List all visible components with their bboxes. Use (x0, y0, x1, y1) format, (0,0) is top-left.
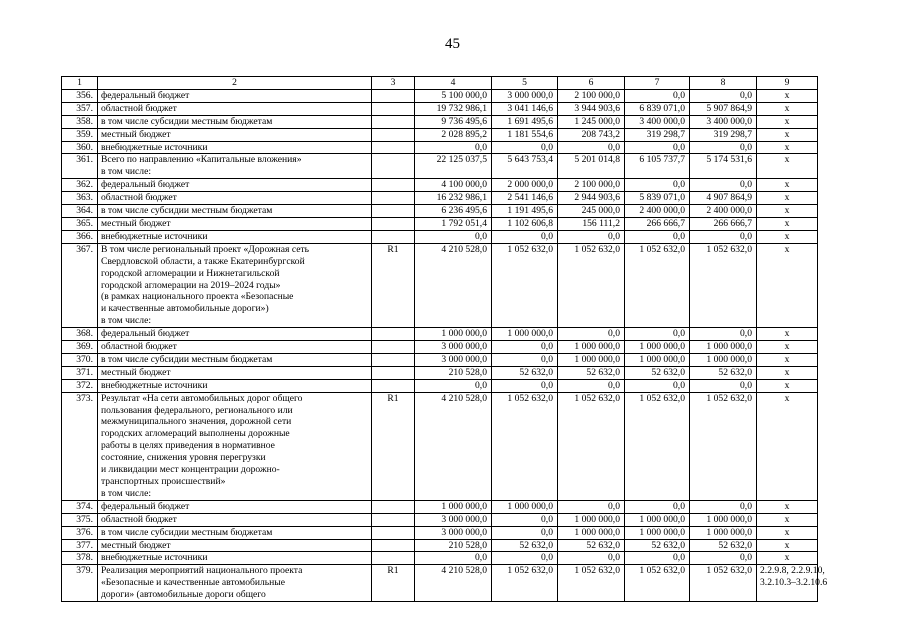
year-2022-cell: 6 839 071,0 (625, 102, 690, 115)
year-2022-cell: 0,0 (625, 328, 690, 341)
year-2020-cell: 52 632,0 (492, 539, 558, 552)
row-number-cell: 371. (62, 366, 98, 379)
year-2023-cell: 0,0 (690, 379, 757, 392)
year-2023-cell: 1 000 000,0 (690, 353, 757, 366)
table-row (62, 154, 818, 179)
total-cell: 4 210 528,0 (415, 392, 492, 500)
reference-cell: x (757, 539, 818, 552)
column-header: 1 (62, 77, 98, 90)
row-number-cell: 364. (62, 205, 98, 218)
reference-cell: x (757, 392, 818, 500)
item-name-cell: федеральный бюджет (98, 328, 372, 341)
row-number-cell: 365. (62, 217, 98, 230)
reference-cell: x (757, 217, 818, 230)
item-name-cell: внебюджетные источники (98, 379, 372, 392)
year-2022-cell: 5 839 071,0 (625, 192, 690, 205)
year-2023-cell: 0,0 (690, 230, 757, 243)
table-row (62, 513, 818, 526)
table-row (62, 366, 818, 379)
code-cell (372, 513, 415, 526)
year-2023-cell: 52 632,0 (690, 366, 757, 379)
total-cell: 3 000 000,0 (415, 353, 492, 366)
row-number-cell: 370. (62, 353, 98, 366)
table-row (62, 552, 818, 565)
item-name-cell: местный бюджет (98, 217, 372, 230)
year-2021-cell: 2 100 000,0 (558, 89, 625, 102)
year-2022-cell: 1 052 632,0 (625, 565, 690, 602)
item-name-cell: внебюджетные источники (98, 230, 372, 243)
item-name-cell: в том числе субсидии местным бюджетам (98, 353, 372, 366)
row-number-cell: 379. (62, 565, 98, 602)
item-name-cell: местный бюджет (98, 366, 372, 379)
year-2022-cell: 266 666,7 (625, 217, 690, 230)
reference-cell: x (757, 243, 818, 327)
year-2021-cell: 208 743,2 (558, 128, 625, 141)
total-cell: 16 232 986,1 (415, 192, 492, 205)
year-2021-cell: 0,0 (558, 230, 625, 243)
table-row (62, 192, 818, 205)
row-number-cell: 360. (62, 141, 98, 154)
year-2021-cell: 0,0 (558, 500, 625, 513)
total-cell: 2 028 895,2 (415, 128, 492, 141)
code-cell (372, 366, 415, 379)
reference-cell: x (757, 513, 818, 526)
reference-cell: x (757, 341, 818, 354)
year-2020-cell: 1 052 632,0 (492, 243, 558, 327)
reference-cell: x (757, 500, 818, 513)
year-2020-cell: 2 000 000,0 (492, 179, 558, 192)
year-2022-cell: 0,0 (625, 552, 690, 565)
table-row (62, 115, 818, 128)
item-name-cell: областной бюджет (98, 192, 372, 205)
code-cell (372, 102, 415, 115)
code-cell (372, 154, 415, 179)
year-2021-cell: 52 632,0 (558, 366, 625, 379)
total-cell: 3 000 000,0 (415, 526, 492, 539)
year-2020-cell: 52 632,0 (492, 366, 558, 379)
year-2021-cell: 5 201 014,8 (558, 154, 625, 179)
year-2022-cell: 1 000 000,0 (625, 513, 690, 526)
item-name-cell: областной бюджет (98, 102, 372, 115)
code-cell (372, 552, 415, 565)
column-header: 4 (415, 77, 492, 90)
total-cell: 0,0 (415, 230, 492, 243)
total-cell: 4 210 528,0 (415, 565, 492, 602)
item-name-cell: федеральный бюджет (98, 89, 372, 102)
year-2021-cell: 1 000 000,0 (558, 526, 625, 539)
total-cell: 210 528,0 (415, 366, 492, 379)
year-2020-cell: 3 041 146,6 (492, 102, 558, 115)
table-row (62, 392, 818, 500)
item-name-cell: местный бюджет (98, 539, 372, 552)
total-cell: 9 736 495,6 (415, 115, 492, 128)
year-2021-cell: 1 245 000,0 (558, 115, 625, 128)
year-2023-cell: 1 052 632,0 (690, 243, 757, 327)
year-2022-cell: 0,0 (625, 379, 690, 392)
table-row (62, 500, 818, 513)
year-2023-cell: 5 174 531,6 (690, 154, 757, 179)
year-2021-cell: 1 052 632,0 (558, 565, 625, 602)
year-2023-cell: 52 632,0 (690, 539, 757, 552)
year-2022-cell: 52 632,0 (625, 539, 690, 552)
year-2020-cell: 2 541 146,6 (492, 192, 558, 205)
year-2023-cell: 0,0 (690, 500, 757, 513)
reference-cell: x (757, 328, 818, 341)
total-cell: 1 792 051,4 (415, 217, 492, 230)
table-row (62, 341, 818, 354)
row-number-cell: 378. (62, 552, 98, 565)
total-cell: 5 100 000,0 (415, 89, 492, 102)
total-cell: 0,0 (415, 379, 492, 392)
year-2023-cell: 3 400 000,0 (690, 115, 757, 128)
year-2020-cell: 0,0 (492, 526, 558, 539)
row-number-cell: 359. (62, 128, 98, 141)
row-number-cell: 377. (62, 539, 98, 552)
year-2022-cell: 0,0 (625, 500, 690, 513)
reference-cell: x (757, 141, 818, 154)
reference-cell: x (757, 552, 818, 565)
item-name-cell: Результат «На сети автомобильных дорог общего пользования федерального, регионального или межмуниципального значения, дорожной сети городских агломераций выполнены дорожные работы в целях приведения в нормативное состояние, снижения уровня перегрузки и ликвидации мест концентрации дорожно- транспортных происшествий» в том числе: (98, 392, 372, 500)
reference-cell: x (757, 379, 818, 392)
code-cell (372, 179, 415, 192)
budget-table (61, 76, 828, 602)
table-row (62, 128, 818, 141)
year-2020-cell: 1 052 632,0 (492, 565, 558, 602)
item-name-cell: В том числе региональный проект «Дорожная сеть Свердловской области, а также Екатеринбургской городской агломерации и Нижнетагильской городской агломерации на 2019–2024 годы» (в рамках национального проекта «Безопасные и качественные автомобильные дороги») в том числе: (98, 243, 372, 327)
code-cell: R1 (372, 565, 415, 602)
year-2022-cell: 6 105 737,7 (625, 154, 690, 179)
year-2020-cell: 1 000 000,0 (492, 500, 558, 513)
code-cell (372, 217, 415, 230)
reference-cell: x (757, 154, 818, 179)
year-2020-cell: 1 052 632,0 (492, 392, 558, 500)
year-2021-cell: 52 632,0 (558, 539, 625, 552)
reference-cell: x (757, 128, 818, 141)
year-2022-cell: 1 000 000,0 (625, 353, 690, 366)
total-cell: 1 000 000,0 (415, 500, 492, 513)
year-2023-cell: 5 907 864,9 (690, 102, 757, 115)
year-2022-cell: 52 632,0 (625, 366, 690, 379)
code-cell (372, 526, 415, 539)
year-2020-cell: 0,0 (492, 341, 558, 354)
year-2020-cell: 1 691 495,6 (492, 115, 558, 128)
item-name-cell: в том числе субсидии местным бюджетам (98, 115, 372, 128)
code-cell (372, 328, 415, 341)
row-number-cell: 356. (62, 89, 98, 102)
item-name-cell: Реализация мероприятий национального проекта «Безопасные и качественные автомобильные дороги» (автомобильные дороги общего (98, 565, 372, 602)
total-cell: 3 000 000,0 (415, 513, 492, 526)
year-2020-cell: 0,0 (492, 230, 558, 243)
total-cell: 19 732 986,1 (415, 102, 492, 115)
item-name-cell: областной бюджет (98, 513, 372, 526)
total-cell: 1 000 000,0 (415, 328, 492, 341)
year-2021-cell: 0,0 (558, 141, 625, 154)
page-number: 45 (445, 36, 460, 52)
table-row (62, 526, 818, 539)
code-cell (372, 353, 415, 366)
year-2021-cell: 1 000 000,0 (558, 513, 625, 526)
year-2022-cell: 0,0 (625, 141, 690, 154)
reference-cell: x (757, 526, 818, 539)
code-cell (372, 230, 415, 243)
year-2020-cell: 3 000 000,0 (492, 89, 558, 102)
year-2023-cell: 4 907 864,9 (690, 192, 757, 205)
row-number-cell: 373. (62, 392, 98, 500)
row-number-cell: 376. (62, 526, 98, 539)
year-2023-cell: 0,0 (690, 179, 757, 192)
row-number-cell: 369. (62, 341, 98, 354)
year-2021-cell: 1 052 632,0 (558, 243, 625, 327)
row-number-cell: 367. (62, 243, 98, 327)
year-2022-cell: 319 298,7 (625, 128, 690, 141)
year-2020-cell: 1 000 000,0 (492, 328, 558, 341)
row-number-cell: 374. (62, 500, 98, 513)
year-2023-cell: 1 000 000,0 (690, 526, 757, 539)
table-row (62, 102, 818, 115)
year-2021-cell: 0,0 (558, 552, 625, 565)
item-name-cell: областной бюджет (98, 341, 372, 354)
year-2020-cell: 0,0 (492, 141, 558, 154)
year-2020-cell: 5 643 753,4 (492, 154, 558, 179)
year-2023-cell: 2 400 000,0 (690, 205, 757, 218)
year-2022-cell: 1 000 000,0 (625, 341, 690, 354)
year-2021-cell: 3 944 903,6 (558, 102, 625, 115)
table-row (62, 353, 818, 366)
column-header: 7 (625, 77, 690, 90)
code-cell (372, 89, 415, 102)
table-row (62, 243, 818, 327)
reference-cell: 2.2.9.8, 2.2.9.10, 3.2.10.3–3.2.10.6 (757, 565, 818, 602)
year-2022-cell: 2 400 000,0 (625, 205, 690, 218)
year-2023-cell: 0,0 (690, 552, 757, 565)
reference-cell: x (757, 179, 818, 192)
code-cell (372, 115, 415, 128)
column-header: 6 (558, 77, 625, 90)
row-number-cell: 361. (62, 154, 98, 179)
column-header: 9 (757, 77, 818, 90)
row-number-cell: 366. (62, 230, 98, 243)
code-cell (372, 128, 415, 141)
reference-cell: x (757, 102, 818, 115)
total-cell: 4 210 528,0 (415, 243, 492, 327)
year-2021-cell: 0,0 (558, 379, 625, 392)
year-2021-cell: 156 111,2 (558, 217, 625, 230)
code-cell: R1 (372, 243, 415, 327)
year-2021-cell: 2 944 903,6 (558, 192, 625, 205)
table-row (62, 141, 818, 154)
year-2023-cell: 1 000 000,0 (690, 341, 757, 354)
column-header: 2 (98, 77, 372, 90)
reference-cell: x (757, 230, 818, 243)
row-number-cell: 362. (62, 179, 98, 192)
year-2022-cell: 3 400 000,0 (625, 115, 690, 128)
year-2022-cell: 1 000 000,0 (625, 526, 690, 539)
year-2021-cell: 1 000 000,0 (558, 341, 625, 354)
column-header: 8 (690, 77, 757, 90)
item-name-cell: федеральный бюджет (98, 179, 372, 192)
table-row (62, 539, 818, 552)
year-2021-cell: 1 052 632,0 (558, 392, 625, 500)
row-number-cell: 375. (62, 513, 98, 526)
column-header: 3 (372, 77, 415, 90)
total-cell: 210 528,0 (415, 539, 492, 552)
reference-cell: x (757, 89, 818, 102)
year-2020-cell: 1 191 495,6 (492, 205, 558, 218)
code-cell: R1 (372, 392, 415, 500)
year-2023-cell: 1 000 000,0 (690, 513, 757, 526)
code-cell (372, 341, 415, 354)
total-cell: 22 125 037,5 (415, 154, 492, 179)
year-2020-cell: 1 102 606,8 (492, 217, 558, 230)
year-2021-cell: 2 100 000,0 (558, 179, 625, 192)
item-name-cell: в том числе субсидии местным бюджетам (98, 205, 372, 218)
year-2022-cell: 1 052 632,0 (625, 243, 690, 327)
total-cell: 4 100 000,0 (415, 179, 492, 192)
table-row (62, 565, 818, 602)
item-name-cell: местный бюджет (98, 128, 372, 141)
code-cell (372, 539, 415, 552)
reference-cell: x (757, 115, 818, 128)
year-2021-cell: 1 000 000,0 (558, 353, 625, 366)
year-2020-cell: 0,0 (492, 379, 558, 392)
year-2020-cell: 1 181 554,6 (492, 128, 558, 141)
row-number-cell: 368. (62, 328, 98, 341)
code-cell (372, 500, 415, 513)
year-2023-cell: 319 298,7 (690, 128, 757, 141)
code-cell (372, 379, 415, 392)
item-name-cell: внебюджетные источники (98, 141, 372, 154)
year-2023-cell: 266 666,7 (690, 217, 757, 230)
row-number-cell: 363. (62, 192, 98, 205)
table-row (62, 230, 818, 243)
column-header: 5 (492, 77, 558, 90)
item-name-cell: в том числе субсидии местным бюджетам (98, 526, 372, 539)
row-number-cell: 358. (62, 115, 98, 128)
table-row (62, 205, 818, 218)
item-name-cell: Всего по направлению «Капитальные вложения» в том числе: (98, 154, 372, 179)
year-2023-cell: 0,0 (690, 328, 757, 341)
table-row (62, 328, 818, 341)
year-2022-cell: 0,0 (625, 230, 690, 243)
year-2022-cell: 1 052 632,0 (625, 392, 690, 500)
year-2020-cell: 0,0 (492, 513, 558, 526)
year-2023-cell: 0,0 (690, 89, 757, 102)
table-row (62, 217, 818, 230)
header-row (62, 77, 818, 90)
year-2022-cell: 0,0 (625, 179, 690, 192)
year-2021-cell: 0,0 (558, 328, 625, 341)
total-cell: 0,0 (415, 552, 492, 565)
code-cell (372, 192, 415, 205)
table-row (62, 89, 818, 102)
item-name-cell: федеральный бюджет (98, 500, 372, 513)
table-row (62, 379, 818, 392)
year-2020-cell: 0,0 (492, 552, 558, 565)
code-cell (372, 141, 415, 154)
code-cell (372, 205, 415, 218)
reference-cell: x (757, 192, 818, 205)
year-2023-cell: 1 052 632,0 (690, 565, 757, 602)
row-number-cell: 372. (62, 379, 98, 392)
table-row (62, 179, 818, 192)
reference-cell: x (757, 205, 818, 218)
table-body (62, 77, 828, 602)
year-2023-cell: 0,0 (690, 141, 757, 154)
year-2023-cell: 1 052 632,0 (690, 392, 757, 500)
reference-cell: x (757, 353, 818, 366)
year-2021-cell: 245 000,0 (558, 205, 625, 218)
total-cell: 6 236 495,6 (415, 205, 492, 218)
reference-cell: x (757, 366, 818, 379)
year-2022-cell: 0,0 (625, 89, 690, 102)
row-number-cell: 357. (62, 102, 98, 115)
total-cell: 0,0 (415, 141, 492, 154)
total-cell: 3 000 000,0 (415, 341, 492, 354)
year-2020-cell: 0,0 (492, 353, 558, 366)
item-name-cell: внебюджетные источники (98, 552, 372, 565)
